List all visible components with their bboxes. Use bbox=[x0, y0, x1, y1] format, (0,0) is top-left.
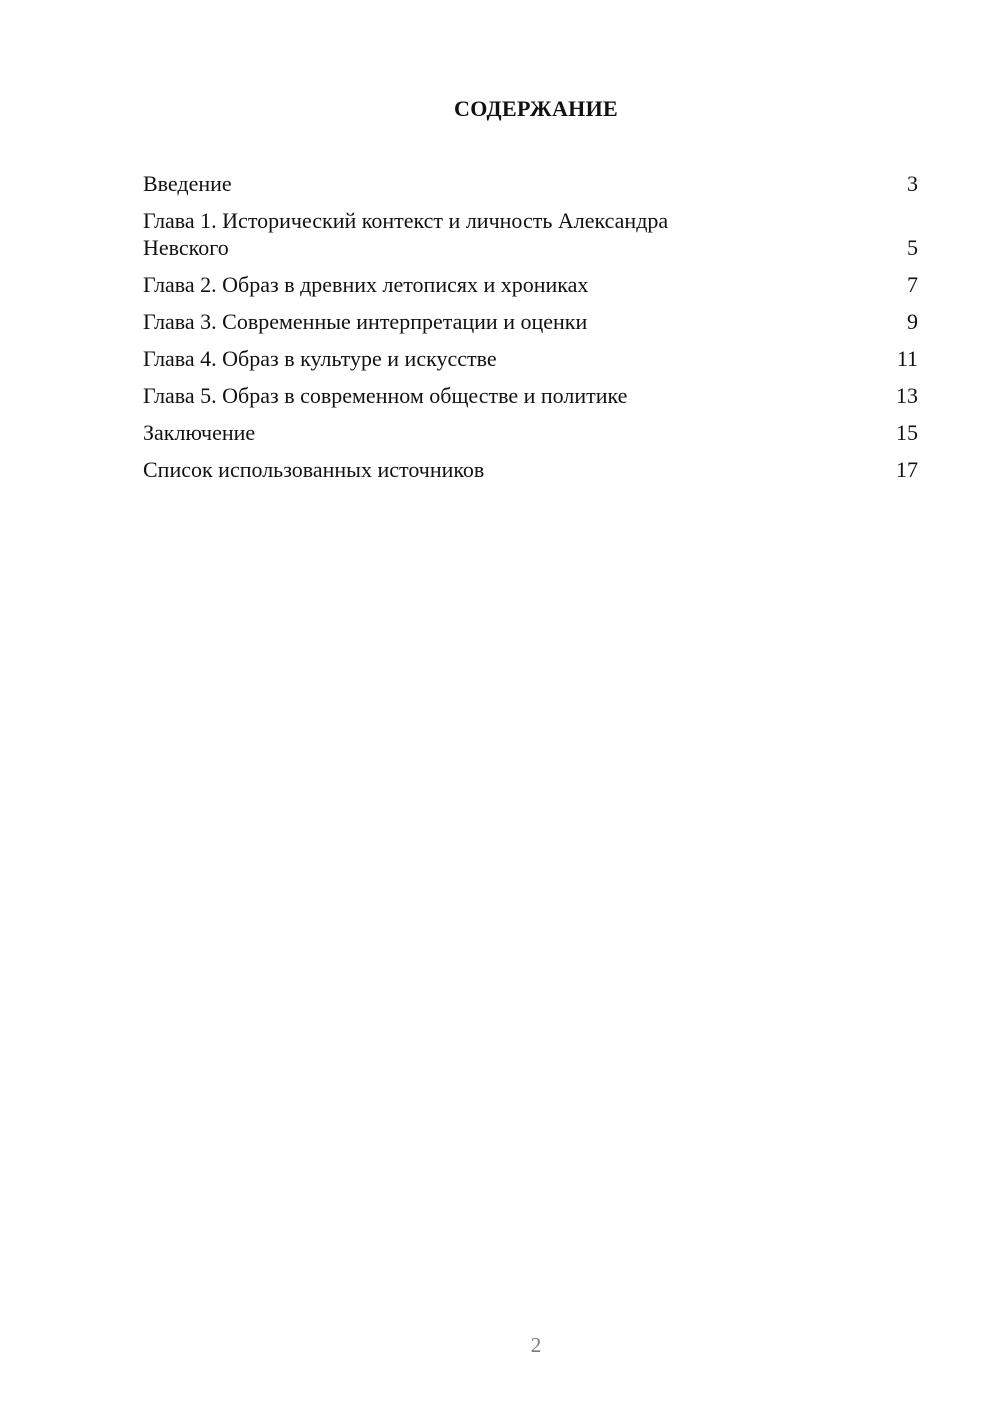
toc-entry-page: 5 bbox=[907, 235, 918, 260]
toc-entry-label: Глава 1. Исторический контекст и личность Александра Невского bbox=[143, 208, 669, 260]
toc-entry-label: Введение bbox=[143, 171, 232, 196]
toc-entry-label: Глава 3. Современные интерпретации и оценки bbox=[143, 309, 588, 334]
toc-entry-page: 3 bbox=[907, 171, 918, 196]
toc-entry-label: Заключение bbox=[143, 420, 256, 445]
toc-entry-chapter-2[interactable] bbox=[143, 271, 918, 298]
toc-entry-page: 15 bbox=[896, 420, 918, 445]
page-number: 2 bbox=[530, 1333, 542, 1357]
toc-entry-introduction[interactable] bbox=[143, 170, 918, 197]
toc-entry-page: 11 bbox=[896, 346, 918, 371]
toc-entry-chapter-3[interactable] bbox=[143, 308, 918, 335]
toc-entry-chapter-4[interactable] bbox=[143, 345, 918, 372]
toc-entry-references[interactable] bbox=[143, 456, 918, 483]
page-title: СОДЕРЖАНИЕ bbox=[454, 96, 618, 121]
toc-entry-page: 17 bbox=[896, 457, 918, 482]
toc-entry-label: Глава 4. Образ в культуре и искусстве bbox=[143, 346, 497, 371]
toc-entry-chapter-5[interactable] bbox=[143, 382, 918, 409]
toc-entry-label: Глава 5. Образ в современном обществе и политике bbox=[143, 383, 628, 408]
toc-entry-conclusion[interactable] bbox=[143, 419, 918, 446]
toc-entry-page: 7 bbox=[907, 272, 918, 297]
toc-entry-page: 9 bbox=[907, 309, 918, 334]
toc-entry-chapter-1[interactable] bbox=[143, 207, 918, 261]
table-of-contents bbox=[143, 170, 918, 493]
toc-entry-label: Список использованных источников bbox=[143, 457, 485, 482]
toc-entry-page: 13 bbox=[896, 383, 918, 408]
toc-entry-label: Глава 2. Образ в древних летописях и хрониках bbox=[143, 272, 589, 297]
